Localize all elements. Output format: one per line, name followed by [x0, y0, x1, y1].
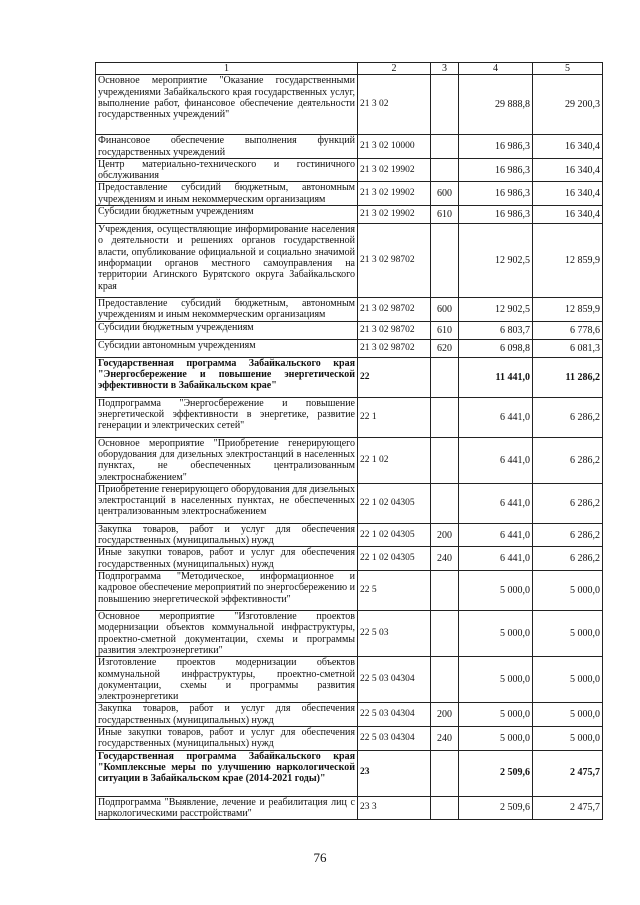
row-value-year1-cell: 6 441,0 [459, 547, 533, 571]
row-code-cell: 22 5 03 04304 [358, 727, 431, 751]
row-value-year2-cell: 12 859,9 [533, 298, 603, 322]
row-type-cell [431, 357, 459, 397]
row-type-cell: 240 [431, 727, 459, 751]
row-name-cell: Финансовое обеспечение выполнения функций государственных учреждений [96, 135, 358, 159]
row-code-cell: 22 1 02 [358, 437, 431, 483]
row-type-cell [431, 437, 459, 483]
table-row [96, 796, 603, 820]
row-code-cell: 23 [358, 750, 431, 796]
row-name-cell: Основное мероприятие "Оказание государственными учреждениями Забайкальского края государственных услуг, выполнение работ, финансовое обеспечение деятельности государственных учреждений" [96, 75, 358, 135]
row-code-cell: 23 3 [358, 796, 431, 820]
row-name-cell: Основное мероприятие "Приобретение генерирующего оборудования для дизельных электростанций в населенных пунктах, не обеспеченных централизованным электроснабжением" [96, 437, 358, 483]
row-type-cell [431, 571, 459, 611]
table-row [96, 298, 603, 322]
row-value-year2-cell: 6 778,6 [533, 321, 603, 339]
table-row [96, 437, 603, 483]
header-col-5: 5 [533, 63, 603, 75]
row-value-year1-cell: 5 000,0 [459, 611, 533, 657]
row-type-cell [431, 796, 459, 820]
row-value-year1-cell: 16 986,3 [459, 182, 533, 206]
header-col-1: 1 [96, 63, 358, 75]
row-code-cell: 21 3 02 19902 [358, 158, 431, 182]
row-value-year1-cell: 29 888,8 [459, 75, 533, 135]
row-name-cell: Изготовление проектов модернизации объектов коммунальной инфраструктуры, проектно-сметной документации, схемы и программы развития электроэнергетики [96, 657, 358, 703]
row-code-cell: 21 3 02 [358, 75, 431, 135]
row-value-year2-cell: 2 475,7 [533, 796, 603, 820]
header-col-4: 4 [459, 63, 533, 75]
row-type-cell: 200 [431, 523, 459, 547]
row-value-year2-cell: 6 081,3 [533, 339, 603, 357]
row-value-year2-cell: 5 000,0 [533, 727, 603, 751]
row-type-cell [431, 397, 459, 437]
table-row [96, 611, 603, 657]
budget-table [95, 62, 603, 820]
row-value-year2-cell: 6 286,2 [533, 397, 603, 437]
row-code-cell: 22 5 03 [358, 611, 431, 657]
row-type-cell [431, 611, 459, 657]
row-value-year2-cell: 6 286,2 [533, 547, 603, 571]
row-value-year1-cell: 2 509,6 [459, 796, 533, 820]
row-code-cell: 21 3 02 19902 [358, 182, 431, 206]
header-col-2: 2 [358, 63, 431, 75]
row-value-year1-cell: 5 000,0 [459, 703, 533, 727]
row-type-cell: 610 [431, 321, 459, 339]
table-row [96, 224, 603, 298]
row-name-cell: Предоставление субсидий бюджетным, автономным учреждениям и иным некоммерческим организациям [96, 298, 358, 322]
row-value-year2-cell: 12 859,9 [533, 224, 603, 298]
row-type-cell: 610 [431, 206, 459, 224]
row-type-cell [431, 135, 459, 159]
row-type-cell [431, 158, 459, 182]
row-type-cell [431, 657, 459, 703]
row-name-cell: Государственная программа Забайкальского края "Энергосбережение и повышение энергетической эффективности в Забайкальском крае" [96, 357, 358, 397]
table-row [96, 321, 603, 339]
row-value-year2-cell: 6 286,2 [533, 483, 603, 523]
row-name-cell: Подпрограмма "Выявление, лечение и реабилитация лиц с наркологическими расстройствами" [96, 796, 358, 820]
row-type-cell [431, 750, 459, 796]
row-value-year2-cell: 16 340,4 [533, 135, 603, 159]
row-code-cell: 21 3 02 19902 [358, 206, 431, 224]
table-row [96, 206, 603, 224]
row-value-year2-cell: 5 000,0 [533, 657, 603, 703]
page-number: 76 [313, 850, 327, 865]
row-value-year1-cell: 5 000,0 [459, 657, 533, 703]
row-type-cell [431, 75, 459, 135]
table-row [96, 657, 603, 703]
row-code-cell: 22 5 [358, 571, 431, 611]
row-code-cell: 22 1 02 04305 [358, 483, 431, 523]
row-code-cell: 22 5 03 04304 [358, 657, 431, 703]
row-name-cell: Предоставление субсидий бюджетным, автономным учреждениям и иным некоммерческим организациям [96, 182, 358, 206]
row-value-year1-cell: 11 441,0 [459, 357, 533, 397]
header-col-3: 3 [431, 63, 459, 75]
row-value-year2-cell: 5 000,0 [533, 703, 603, 727]
table-body [96, 63, 603, 820]
row-type-cell: 600 [431, 182, 459, 206]
row-name-cell: Приобретение генерирующего оборудования для дизельных электростанций в населенных пунктах, не обеспеченных централизованным электроснабжением [96, 483, 358, 523]
row-name-cell: Закупка товаров, работ и услуг для обеспечения государственных (муниципальных) нужд [96, 703, 358, 727]
row-name-cell: Основное мероприятие "Изготовление проектов модернизации объектов коммунальной инфраструктуры, проектно-сметной документации, схемы и программы развития электроэнергетики" [96, 611, 358, 657]
table-row [96, 357, 603, 397]
row-name-cell: Закупка товаров, работ и услуг для обеспечения государственных (муниципальных) нужд [96, 523, 358, 547]
table-row [96, 750, 603, 796]
table-header-row [96, 63, 603, 75]
table-row [96, 158, 603, 182]
row-name-cell: Иные закупки товаров, работ и услуг для обеспечения государственных (муниципальных) нужд [96, 547, 358, 571]
table-row [96, 339, 603, 357]
row-name-cell: Учреждения, осуществляющие информирование населения о деятельности и решениях органов государственной власти, опубликование официальной и социально значимой информации органов местного самоуправления на территории Агинского Бурятского округа Забайкальского края [96, 224, 358, 298]
table-row [96, 703, 603, 727]
row-value-year1-cell: 6 441,0 [459, 397, 533, 437]
row-code-cell: 22 1 [358, 397, 431, 437]
row-code-cell: 22 1 02 04305 [358, 547, 431, 571]
row-value-year1-cell: 12 902,5 [459, 298, 533, 322]
row-value-year2-cell: 16 340,4 [533, 182, 603, 206]
row-value-year1-cell: 6 441,0 [459, 523, 533, 547]
row-code-cell: 21 3 02 98702 [358, 321, 431, 339]
row-value-year1-cell: 6 441,0 [459, 483, 533, 523]
row-code-cell: 22 1 02 04305 [358, 523, 431, 547]
row-type-cell [431, 224, 459, 298]
row-value-year1-cell: 16 986,3 [459, 135, 533, 159]
row-value-year1-cell: 16 986,3 [459, 158, 533, 182]
row-value-year2-cell: 29 200,3 [533, 75, 603, 135]
row-value-year2-cell: 6 286,2 [533, 523, 603, 547]
row-name-cell: Иные закупки товаров, работ и услуг для обеспечения государственных (муниципальных) нужд [96, 727, 358, 751]
row-type-cell [431, 483, 459, 523]
row-type-cell: 600 [431, 298, 459, 322]
row-type-cell: 620 [431, 339, 459, 357]
row-name-cell: Центр материально-технического и гостиничного обслуживания [96, 158, 358, 182]
row-type-cell: 240 [431, 547, 459, 571]
row-code-cell: 22 [358, 357, 431, 397]
row-value-year2-cell: 2 475,7 [533, 750, 603, 796]
row-value-year2-cell: 16 340,4 [533, 206, 603, 224]
row-code-cell: 21 3 02 98702 [358, 298, 431, 322]
row-code-cell: 21 3 02 98702 [358, 224, 431, 298]
row-value-year1-cell: 2 509,6 [459, 750, 533, 796]
row-value-year2-cell: 5 000,0 [533, 571, 603, 611]
row-value-year1-cell: 12 902,5 [459, 224, 533, 298]
table-row [96, 397, 603, 437]
row-value-year2-cell: 5 000,0 [533, 611, 603, 657]
row-value-year2-cell: 16 340,4 [533, 158, 603, 182]
table-row [96, 523, 603, 547]
table-row [96, 571, 603, 611]
row-name-cell: Субсидии бюджетным учреждениям [96, 206, 358, 224]
row-code-cell: 22 5 03 04304 [358, 703, 431, 727]
table-row [96, 483, 603, 523]
table-row [96, 75, 603, 135]
row-value-year2-cell: 6 286,2 [533, 437, 603, 483]
table-row [96, 727, 603, 751]
table-row [96, 135, 603, 159]
row-name-cell: Субсидии бюджетным учреждениям [96, 321, 358, 339]
row-code-cell: 21 3 02 98702 [358, 339, 431, 357]
row-value-year1-cell: 5 000,0 [459, 727, 533, 751]
row-name-cell: Подпрограмма "Энергосбережение и повышение энергетической эффективности в энергетике, развитие генерации и электрических сетей" [96, 397, 358, 437]
row-value-year2-cell: 11 286,2 [533, 357, 603, 397]
row-value-year1-cell: 5 000,0 [459, 571, 533, 611]
row-value-year1-cell: 6 098,8 [459, 339, 533, 357]
row-value-year1-cell: 6 441,0 [459, 437, 533, 483]
row-value-year1-cell: 6 803,7 [459, 321, 533, 339]
row-value-year1-cell: 16 986,3 [459, 206, 533, 224]
table-row [96, 547, 603, 571]
row-name-cell: Субсидии автономным учреждениям [96, 339, 358, 357]
row-name-cell: Подпрограмма "Методическое, информационное и кадровое обеспечение мероприятий по энергосбережению и повышению энергетической эффективности" [96, 571, 358, 611]
row-code-cell: 21 3 02 10000 [358, 135, 431, 159]
table-row [96, 182, 603, 206]
row-type-cell: 200 [431, 703, 459, 727]
row-name-cell: Государственная программа Забайкальского края "Комплексные меры по улучшению наркологической ситуации в Забайкальском крае (2014-2021 годы)" [96, 750, 358, 796]
